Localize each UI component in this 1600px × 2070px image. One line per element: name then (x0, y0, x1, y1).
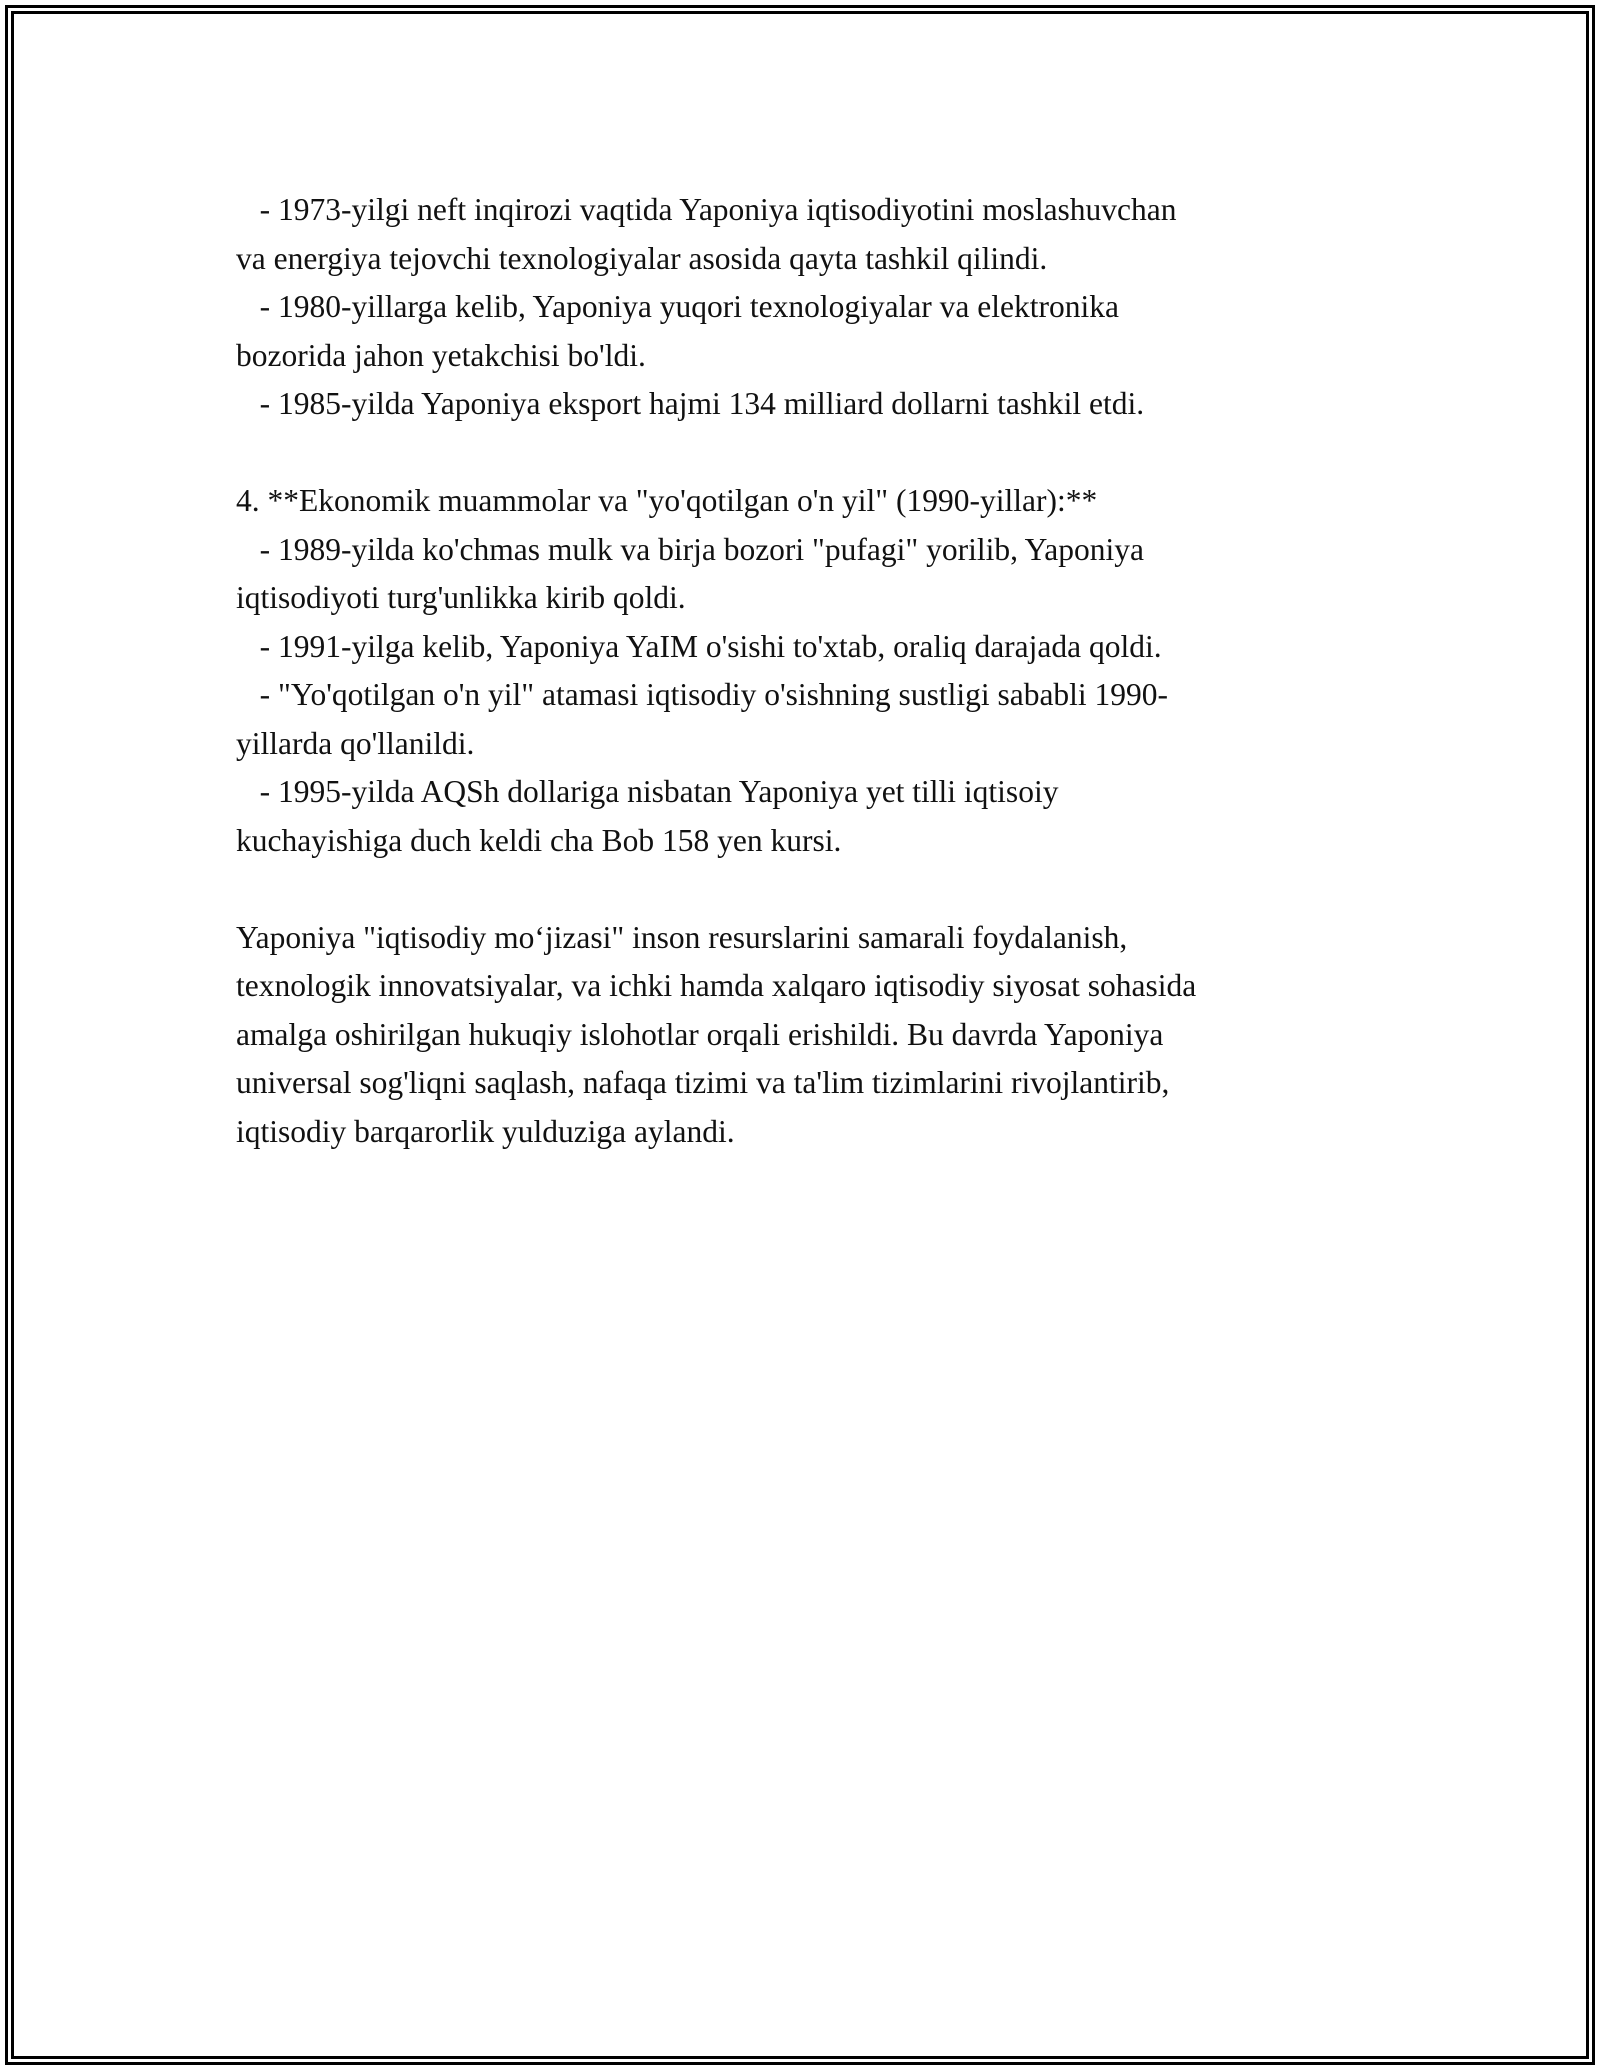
text-line: - 1991-yilga kelib, Yaponiya YaIM o'sishi to'xtab, oraliq darajada qoldi. (236, 628, 1162, 664)
text-line: iqtisodiy barqarorlik yulduziga aylandi. (236, 1113, 735, 1149)
paragraph-gap (236, 865, 1386, 914)
section-4-heading: 4. **Ekonomik muammolar va "yo'qotilgan o'n yil" (1990-yillar):** (236, 483, 1098, 518)
section-4-item-1991 (236, 623, 1386, 672)
text-line: amalga oshirilgan hukuqiy islohotlar orqali erishildi. Bu davrda Yaponiya (236, 1016, 1164, 1052)
text-line: bozorida jahon yetakchisi bo'ldi. (236, 337, 646, 373)
text-line: iqtisodiyoti turg'unlikka kirib qoldi. (236, 580, 686, 615)
text-line: universal sog'liqni saqlash, nafaqa tizimi va ta'lim tizimlarini rivojlantirib, (236, 1065, 1170, 1100)
text-line: va energiya tejovchi texnologiyalar asosida qayta tashkil qilindi. (236, 240, 1048, 276)
document-body (236, 186, 1386, 1156)
text-line: - 1985-yilda Yaponiya eksport hajmi 134 milliard dollarni tashkil etdi. (236, 386, 1145, 421)
text-line: - 1980-yillarga kelib, Yaponiya yuqori texnologiyalar va elektronika (236, 289, 1119, 324)
text-line: kuchayishiga duch keldi cha Bob 158 yen kursi. (236, 822, 842, 858)
text-line: - 1995-yilda AQSh dollariga nisbatan Yaponiya yet tilli iqtisoiy (236, 774, 1059, 809)
conclusion-paragraph (236, 914, 1386, 1157)
text-line: - 1973-yilgi neft inqirozi vaqtida Yaponiya iqtisodiyotini moslashuvchan (236, 192, 1177, 227)
text-line: - 1989-yilda ko'chmas mulk va birja bozori "pufagi" yorilib, Yaponiya (236, 531, 1144, 567)
section-3-item-1980 (236, 283, 1386, 380)
text-line: Yaponiya "iqtisodiy mo‘jizasi" inson resurslarini samarali foydalanish, (236, 919, 1128, 955)
text-line: yillarda qo'llanildi. (236, 725, 475, 761)
section-4-item-1989 (236, 526, 1386, 623)
section-4-item-1995 (236, 768, 1386, 865)
section-3-item-1985 (236, 380, 1386, 429)
section-4-item-lost-decade (236, 671, 1386, 768)
text-line: - "Yo'qotilgan o'n yil" atamasi iqtisodiy o'sishning sustligi sababli 1990- (236, 677, 1169, 712)
text-line: texnologik innovatsiyalar, va ichki hamda xalqaro iqtisodiy siyosat sohasida (236, 968, 1197, 1003)
paragraph-gap (236, 429, 1386, 478)
section-3-item-1973 (236, 186, 1386, 283)
